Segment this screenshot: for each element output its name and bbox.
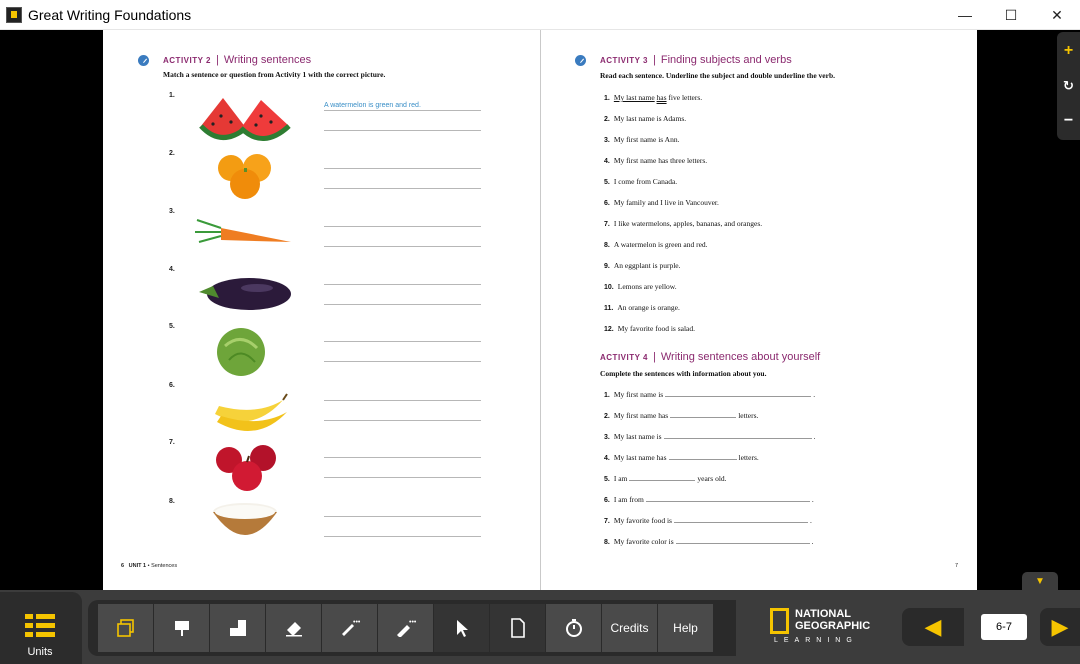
fill-number: 8. — [604, 539, 610, 546]
svg-text:•••: ••• — [352, 619, 360, 626]
previous-page-button[interactable]: ◀ — [902, 608, 964, 646]
sentence-item — [604, 177, 677, 186]
answer-line[interactable] — [324, 477, 481, 478]
sentence-item — [604, 219, 762, 228]
document-icon — [510, 618, 526, 638]
fill-in-item — [604, 453, 759, 462]
answer-line[interactable] — [324, 536, 481, 537]
bananas-image — [215, 394, 287, 431]
oranges-image — [218, 154, 271, 199]
units-label: Units — [27, 646, 53, 658]
fill-prompt: My first name has — [613, 411, 669, 420]
fruit-pictures — [193, 90, 303, 550]
fill-blank[interactable] — [664, 433, 812, 439]
apples-image — [216, 445, 276, 491]
select-tool[interactable] — [434, 604, 489, 652]
activity-title: Finding subjects and verbs — [660, 54, 792, 66]
activity-separator: | — [652, 351, 656, 363]
fill-in-item — [604, 390, 815, 399]
answer-line[interactable] — [324, 361, 481, 362]
zoom-panel — [1057, 32, 1080, 140]
fill-prompt: My first name is — [613, 390, 664, 399]
fill-prompt: I am — [613, 474, 628, 483]
zoom-in-button[interactable]: + — [1063, 42, 1074, 59]
fill-in-item — [604, 537, 814, 546]
item-number: 5. — [169, 323, 175, 330]
fill-prompt: I am from — [613, 495, 644, 504]
fill-prompt: My last name has — [613, 453, 667, 462]
sentence-item — [604, 324, 695, 333]
answer-text: A watermelon is green and red. — [324, 102, 421, 109]
fill-suffix: years old. — [697, 474, 727, 483]
fill-blank[interactable] — [674, 517, 808, 523]
answer-line[interactable] — [324, 168, 481, 169]
answer-line[interactable] — [324, 246, 481, 247]
fill-suffix: . — [813, 432, 816, 441]
sentence-text: An eggplant is purple. — [613, 261, 681, 270]
activity-3-heading — [575, 54, 792, 66]
answer-line[interactable] — [324, 400, 481, 401]
sentence-text: A watermelon is green and red. — [613, 240, 708, 249]
left-page — [103, 30, 540, 590]
fill-number: 2. — [604, 413, 610, 420]
fill-suffix: . — [813, 390, 816, 399]
fill-prompt: My favorite food is — [613, 516, 672, 525]
window-title: Great Writing Foundations — [28, 6, 192, 23]
fill-blank[interactable] — [646, 496, 810, 502]
eggplant-image — [199, 278, 291, 310]
layers-icon — [117, 619, 135, 637]
page-thumbnails-tool[interactable] — [98, 604, 153, 652]
fill-suffix: . — [809, 516, 812, 525]
sentence-number: 8. — [604, 242, 610, 249]
sentence-item — [604, 240, 708, 249]
double-underlined-verb: has — [656, 93, 667, 102]
answer-line[interactable] — [324, 130, 481, 131]
sentence-rest: five letters. — [666, 93, 703, 102]
activity-2-heading — [138, 54, 311, 66]
rice-image — [213, 503, 277, 535]
item-number: 1. — [169, 92, 175, 99]
brand-line-2: GEOGRAPHIC — [795, 620, 871, 632]
fill-blank[interactable] — [669, 454, 737, 460]
sentence-item — [604, 261, 681, 270]
fill-number: 3. — [604, 434, 610, 441]
fill-prompt: My last name is — [613, 432, 662, 441]
sentence-text: I come from Canada. — [613, 177, 678, 186]
sentence-text: My first name has three letters. — [613, 156, 708, 165]
activity-icon[interactable] — [138, 55, 149, 66]
answer-line[interactable] — [324, 226, 481, 227]
sentence-number: 7. — [604, 221, 610, 228]
zoom-out-button[interactable]: − — [1063, 112, 1074, 129]
units-button[interactable] — [0, 592, 82, 664]
collapse-toolbar-button[interactable]: ▼ — [1022, 572, 1058, 590]
watermelon-image — [201, 98, 289, 139]
fill-in-item — [604, 495, 814, 504]
brand-line-3: LEARNING — [774, 637, 858, 644]
timer-tool[interactable] — [546, 604, 601, 652]
item-number: 8. — [169, 498, 175, 505]
maximize-button[interactable]: ☐ — [1004, 6, 1018, 23]
fill-suffix: letters. — [738, 411, 759, 420]
sentence-number: 9. — [604, 263, 610, 270]
timer-icon — [564, 618, 584, 638]
sentence-item — [604, 282, 677, 291]
fill-suffix: . — [811, 495, 814, 504]
answer-line[interactable] — [324, 516, 481, 517]
answer-line[interactable] — [324, 420, 481, 421]
cursor-icon — [455, 619, 469, 637]
fill-suffix: letters. — [738, 453, 759, 462]
answer-line[interactable] — [324, 110, 481, 111]
eraser-tool[interactable] — [266, 604, 321, 652]
fill-number: 4. — [604, 455, 610, 462]
fill-in-item — [604, 516, 812, 525]
item-number: 3. — [169, 208, 175, 215]
activity-instruction: Match a sentence or question from Activity 1 with the correct picture. — [163, 70, 386, 79]
sentence-item — [604, 93, 702, 102]
eraser-icon — [284, 619, 304, 637]
lettuce-image — [217, 328, 265, 376]
answer-line[interactable] — [324, 341, 481, 342]
units-grid-icon — [25, 614, 55, 638]
mask-tool[interactable] — [210, 604, 265, 652]
zoom-reset-button[interactable]: ↻ — [1063, 78, 1074, 93]
fill-blank[interactable] — [676, 538, 810, 544]
fill-blank[interactable] — [665, 391, 811, 397]
fill-prompt: My favorite color is — [613, 537, 674, 546]
sentence-number: 1. — [604, 95, 610, 102]
fill-number: 7. — [604, 518, 610, 525]
sentence-number: 2. — [604, 116, 610, 123]
presentation-icon — [173, 619, 191, 637]
title-bar — [0, 0, 1080, 30]
ng-yellow-frame — [770, 608, 789, 634]
pen-tool[interactable] — [322, 604, 377, 652]
fill-in-item — [604, 411, 758, 420]
fill-number: 5. — [604, 476, 610, 483]
sentence-text: My first name is Ann. — [613, 135, 680, 144]
activity-title: Writing sentences — [223, 54, 312, 66]
fill-blank[interactable] — [670, 412, 736, 418]
fill-in-item — [604, 432, 815, 441]
help-button[interactable]: Help — [658, 604, 713, 652]
minimize-button[interactable]: — — [958, 7, 972, 23]
notes-tool[interactable] — [490, 604, 545, 652]
carrot-image — [195, 220, 291, 242]
highlighter-tool[interactable] — [378, 604, 433, 652]
activity-instruction: Complete the sentences with information about you. — [600, 369, 767, 378]
credits-button[interactable]: Credits — [602, 604, 657, 652]
underlined-subject: My last name — [613, 93, 655, 102]
sentence-number: 10. — [604, 284, 614, 291]
sentence-item — [604, 198, 719, 207]
item-number: 6. — [169, 382, 175, 389]
close-button[interactable]: ✕ — [1051, 6, 1063, 23]
sentence-number: 11. — [604, 305, 614, 312]
answer-line[interactable] — [324, 457, 481, 458]
highlighter-icon — [395, 619, 417, 637]
activity-separator: | — [652, 54, 656, 66]
sentence-text: My family and I live in Vancouver. — [613, 198, 719, 207]
item-number: 7. — [169, 439, 175, 446]
sentence-item — [604, 156, 707, 165]
sentence-number: 3. — [604, 137, 610, 144]
presentation-tool[interactable] — [154, 604, 209, 652]
sentence-text: I like watermelons, apples, bananas, and oranges. — [613, 219, 763, 228]
answer-line[interactable] — [324, 304, 481, 305]
sentence-text: My favorite food is salad. — [617, 324, 696, 333]
activity-number: ACTIVITY 4 — [600, 352, 648, 362]
activity-number: ACTIVITY 2 — [163, 55, 211, 65]
pen-icon — [339, 619, 361, 637]
sentence-text: Lemons are yellow. — [617, 282, 677, 291]
left-footer: 6 UNIT 1 • Sentences — [121, 563, 178, 569]
answer-line[interactable] — [324, 284, 481, 285]
app-icon — [6, 7, 22, 23]
sentence-number: 4. — [604, 158, 610, 165]
activity-4-heading — [600, 351, 820, 363]
sentence-text: An orange is orange. — [617, 303, 680, 312]
mask-icon — [229, 619, 247, 637]
sentence-number: 6. — [604, 200, 610, 207]
item-number: 4. — [169, 266, 175, 273]
sentence-item — [604, 114, 686, 123]
fill-suffix: . — [811, 537, 814, 546]
answer-line[interactable] — [324, 188, 481, 189]
right-footer-page-number: 7 — [955, 563, 959, 569]
page-number-display[interactable]: 6-7 — [981, 614, 1027, 640]
fill-blank[interactable] — [629, 475, 695, 481]
activity-instruction: Read each sentence. Underline the subject and double underline the verb. — [600, 71, 835, 80]
item-number: 2. — [169, 150, 175, 157]
next-page-button[interactable]: ▶ — [1040, 608, 1080, 646]
sentence-item — [604, 303, 680, 312]
sentence-text: My last name is Adams. — [613, 114, 687, 123]
activity-number: ACTIVITY 3 — [600, 55, 648, 65]
fill-number: 1. — [604, 392, 610, 399]
right-page — [541, 30, 977, 590]
sentence-number: 12. — [604, 326, 614, 333]
svg-text:•••: ••• — [408, 619, 416, 626]
activity-separator: | — [215, 54, 219, 66]
fill-number: 6. — [604, 497, 610, 504]
activity-icon[interactable] — [575, 55, 586, 66]
fill-in-item — [604, 474, 727, 483]
activity-title: Writing sentences about yourself — [660, 351, 821, 363]
sentence-number: 5. — [604, 179, 610, 186]
brand-line-1: NATIONAL — [795, 608, 852, 620]
sentence-item — [604, 135, 679, 144]
